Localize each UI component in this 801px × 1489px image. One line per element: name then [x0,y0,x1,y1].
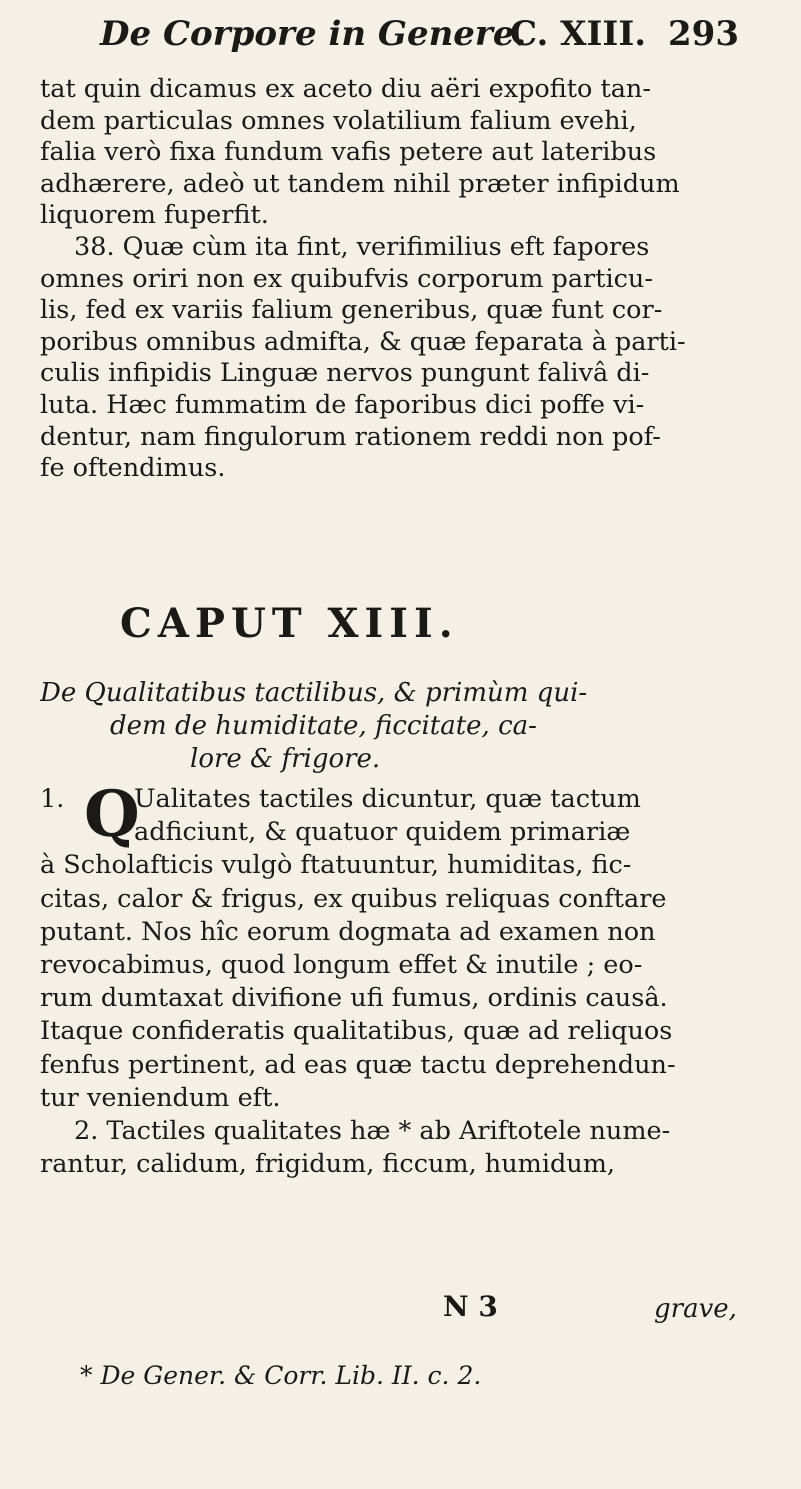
footnote: * De Gener. & Corr. Lib. II. c. 2. [80,1361,482,1390]
description-line: lore & frigore. [190,744,381,775]
drop-capital: Q [84,777,140,852]
text-line: tat quin dicamus ex aceto diu aëri expofito tan- [40,74,651,104]
text-line: fe oftendimus. [40,453,226,484]
text-line: poribus omnibus admifta, & quæ feparata à parti- [40,326,686,357]
signature-mark: N 3 [443,1290,498,1323]
text-line: Itaque confideratis qualitatibus, quæ ad reliquos [40,1016,673,1047]
description-line: dem de humiditate, ficcitate, ca- [110,711,537,742]
section-number: 1. [40,784,65,814]
text-line: fenfus pertinent, ad eas quæ tactu deprehendun- [40,1049,676,1080]
section-38-text [40,74,790,485]
text-line: luta. Hæc fummatim de faporibus dici poffe vi- [40,389,645,420]
chapter-number: C. XIII. [510,14,647,54]
text-line: rantur, calidum, frigidum, ficcum, humidum, [40,1149,616,1180]
running-title: De Corpore in Genere. [100,14,527,54]
text-line: tur veniendum eft. [40,1082,281,1113]
text-line: dem particulas omnes volatilium falium evehi, [40,105,637,136]
text-line: 2. Tactiles qualitates hæ * ab Ariftotele nume- [74,1115,671,1146]
text-line: à Scholafticis vulgò ftatuuntur, humiditas, fic- [40,850,632,881]
text-line: adficiunt, & quatuor quidem primariæ [134,817,631,848]
running-header [100,14,790,68]
text-line: culis infipidis Linguæ nervos pungunt falivâ di- [40,358,650,389]
text-line: rum dumtaxat divifione ufi fumus, ordinis causâ. [40,983,668,1014]
text-line: putant. Nos hîc eorum dogmata ad examen non [40,916,656,947]
text-line: dentur, nam fingulorum rationem reddi non pof- [40,421,661,452]
chapter-title: CAPUT XIII. [120,600,459,647]
description-line: De Qualitatibus tactilibus, & primùm qui- [40,678,588,708]
chapter-description [40,677,780,777]
text-line: citas, calor & frigus, ex quibus reliquas conftare [40,883,667,914]
text-line: omnes oriri non ex quibufvis corporum particu- [40,263,653,294]
text-line: 38. Quæ cùm ita fint, verifimilius eft fapores [74,231,650,262]
text-line: falia verò fixa fundum vafis petere aut lateribus [40,137,657,168]
text-line: revocabimus, quod longum effet & inutile ; eo- [40,949,643,980]
text-line: liquorem fuperfit. [40,200,269,231]
text-line: adhærere, adeò ut tandem nihil præter infipidum [40,168,680,199]
catchword: grave, [654,1294,737,1324]
text-line: Ualitates tactiles dicuntur, quæ tactum [134,784,641,814]
text-line: lis, fed ex variis falium generibus, quæ funt cor- [40,295,663,326]
page-number: 293 [668,14,739,54]
section-1-text [40,777,790,1181]
